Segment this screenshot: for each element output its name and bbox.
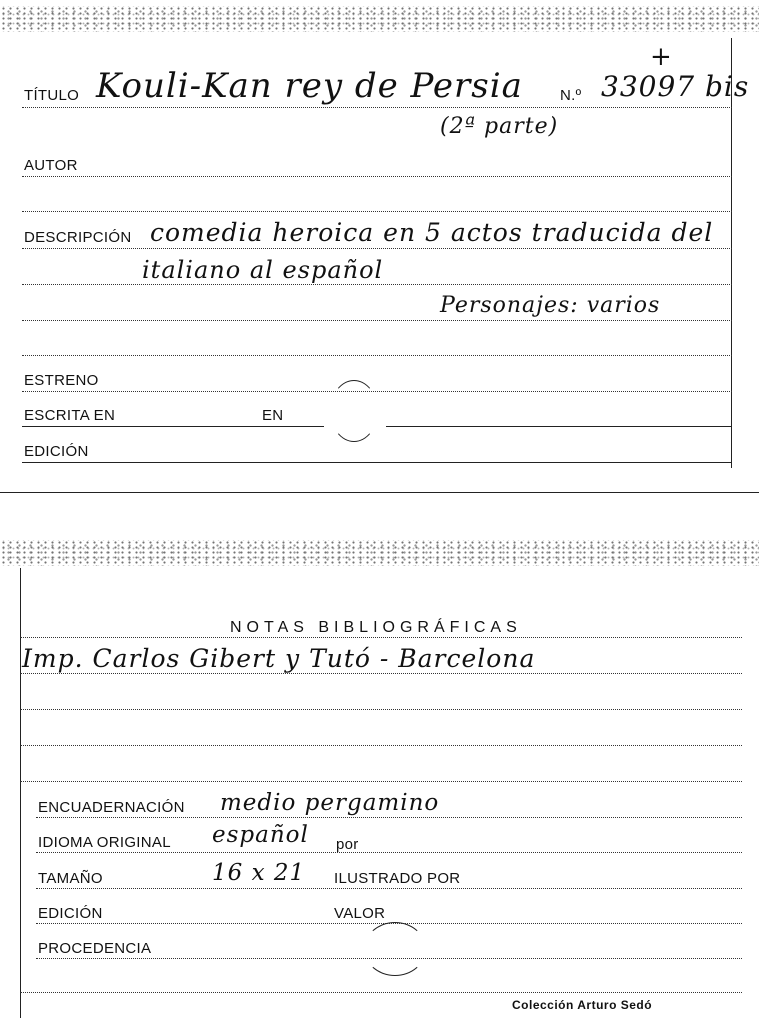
notas-line-1 [20, 637, 742, 638]
por-label: por [336, 836, 359, 853]
descripcion-line-2 [22, 284, 732, 285]
escrita-en-line [22, 426, 324, 427]
catalog-card-bottom [0, 540, 759, 1028]
bottom-line [20, 992, 742, 993]
idioma-original-label: IDIOMA ORIGINAL [38, 834, 171, 851]
notas-heading: NOTAS BIBLIOGRÁFICAS [230, 619, 522, 636]
descripcion-line1: comedia heroica en 5 actos traducida del [150, 218, 714, 247]
notas-line-3 [20, 709, 742, 710]
en-line [386, 426, 732, 427]
valor-label: VALOR [334, 905, 386, 922]
escrita-en-label: ESCRITA EN [24, 407, 116, 424]
tamano-value: 16 x 21 [212, 860, 306, 886]
edicion-line [22, 462, 732, 463]
numero-label: N.º [560, 87, 582, 104]
estreno-label: ESTRENO [24, 372, 99, 389]
titulo-value: Kouli-Kan rey de Persia [96, 66, 523, 106]
idioma-line [36, 852, 742, 853]
autor-line [22, 176, 732, 177]
procedencia-label: PROCEDENCIA [38, 940, 152, 957]
encuadernacion-label: ENCUADERNACIÓN [38, 799, 185, 816]
numero-value: 33097 bis [601, 70, 750, 103]
card-top-edge-texture [0, 6, 759, 32]
personajes-value: Personajes: varios [440, 293, 661, 318]
tamano-label: TAMAÑO [38, 870, 103, 887]
parte-value: (2ª parte) [440, 114, 559, 139]
notas-line-5 [20, 781, 742, 782]
encuadernacion-value: medio pergamino [220, 790, 440, 816]
numero-mark: + [650, 42, 673, 72]
idioma-original-value: español [212, 822, 309, 848]
blank-line-2 [22, 355, 732, 356]
blank-line-1 [22, 211, 732, 212]
autor-label: AUTOR [24, 157, 78, 174]
card-bottom-edge-texture [0, 540, 759, 566]
titulo-label: TÍTULO [24, 87, 80, 104]
notas-value: Imp. Carlos Gibert y Tutó - Barcelona [22, 644, 536, 673]
faded-stamp-mark-bottom [364, 922, 426, 976]
edicion-label: EDICIÓN [24, 443, 89, 460]
descripcion-line [22, 248, 732, 249]
card-left-border [20, 568, 21, 1018]
descripcion-line2: italiano al español [142, 256, 384, 284]
estreno-line [22, 391, 732, 392]
faded-stamp-mark [330, 380, 378, 442]
tamano-line [36, 888, 742, 889]
card-separator-line [0, 492, 759, 493]
en-label: EN [262, 407, 284, 424]
descripcion-line-3 [22, 320, 732, 321]
notas-line-2 [20, 673, 742, 674]
encuadernacion-line [36, 817, 742, 818]
edicion-label-bottom: EDICIÓN [38, 905, 103, 922]
collection-credit: Colección Arturo Sedó [512, 998, 653, 1012]
titulo-line [22, 107, 732, 108]
catalog-card-top [0, 0, 759, 495]
notas-line-4 [20, 745, 742, 746]
ilustrado-por-label: ILUSTRADO POR [334, 870, 461, 887]
descripcion-label: DESCRIPCIÓN [24, 229, 132, 246]
